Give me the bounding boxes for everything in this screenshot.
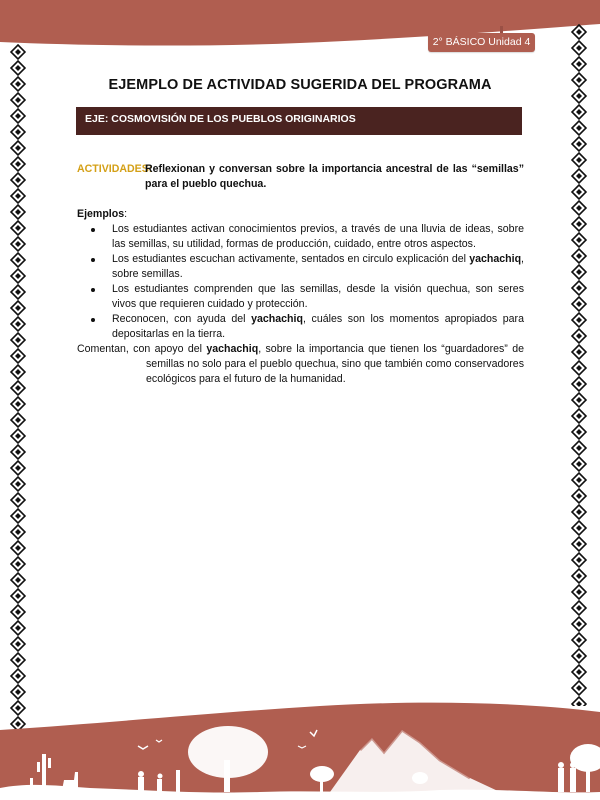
list-item: Los estudiantes escuchan activamente, sentados en circulo explicación del yachachiq, sobre semillas. [77,252,524,282]
page-title: EJEMPLO DE ACTIVIDAD SUGERIDA DEL PROGRAMA [108,77,492,93]
comentan-paragraph: Comentan, con apoyo del yachachiq, sobre la importancia que tienen los “guardadores” de semillas no solo para el pueblo quechua, sino que también como conservadores ecológicos para el futuro de la humanidad. [77,343,524,385]
ejemplos-heading: Ejemplos: [77,208,128,220]
keyword-yachachiq: yachachiq [469,253,522,265]
right-woven-border [571,24,587,706]
list-item: Los estudiantes activan conocimientos previos, a través de una lluvia de ideas, sobre las semillas, su utilidad, formas de producción, cuidado, entre otros aspectos. [77,222,524,252]
actividades-label: ACTIVIDADES: [77,163,153,175]
bullet-icon [91,318,95,322]
keyword-yachachiq: yachachiq [251,313,303,325]
bullet-icon [91,288,95,292]
actividades-text: Reflexionan y conversan sobre la importancia ancestral de las “semillas” para el pueblo quechua. [145,163,524,190]
ejemplos-section [77,207,524,342]
list-item: Los estudiantes comprenden que las semillas, desde la visión quechua, son seres vivos que requieren cuidado y protección. [77,282,524,312]
bullet-icon [91,228,95,232]
keyword-yachachiq: yachachiq [206,343,259,355]
eje-heading-bar: EJE: COSMOVISIÓN DE LOS PUEBLOS ORIGINARIOS [76,107,522,135]
footer-landscape-illustration [0,690,600,800]
ejemplos-list [77,222,524,342]
grade-unit-badge: 2° BÁSICO Unidad 4 [428,33,535,52]
list-item: Reconocen, con ayuda del yachachiq, cuáles son los momentos apropiados para depositarlas en la tierra. [77,312,524,342]
left-woven-border [10,44,26,730]
bullet-icon [91,258,95,262]
actividades-row [77,162,524,192]
activity-content [77,162,524,387]
